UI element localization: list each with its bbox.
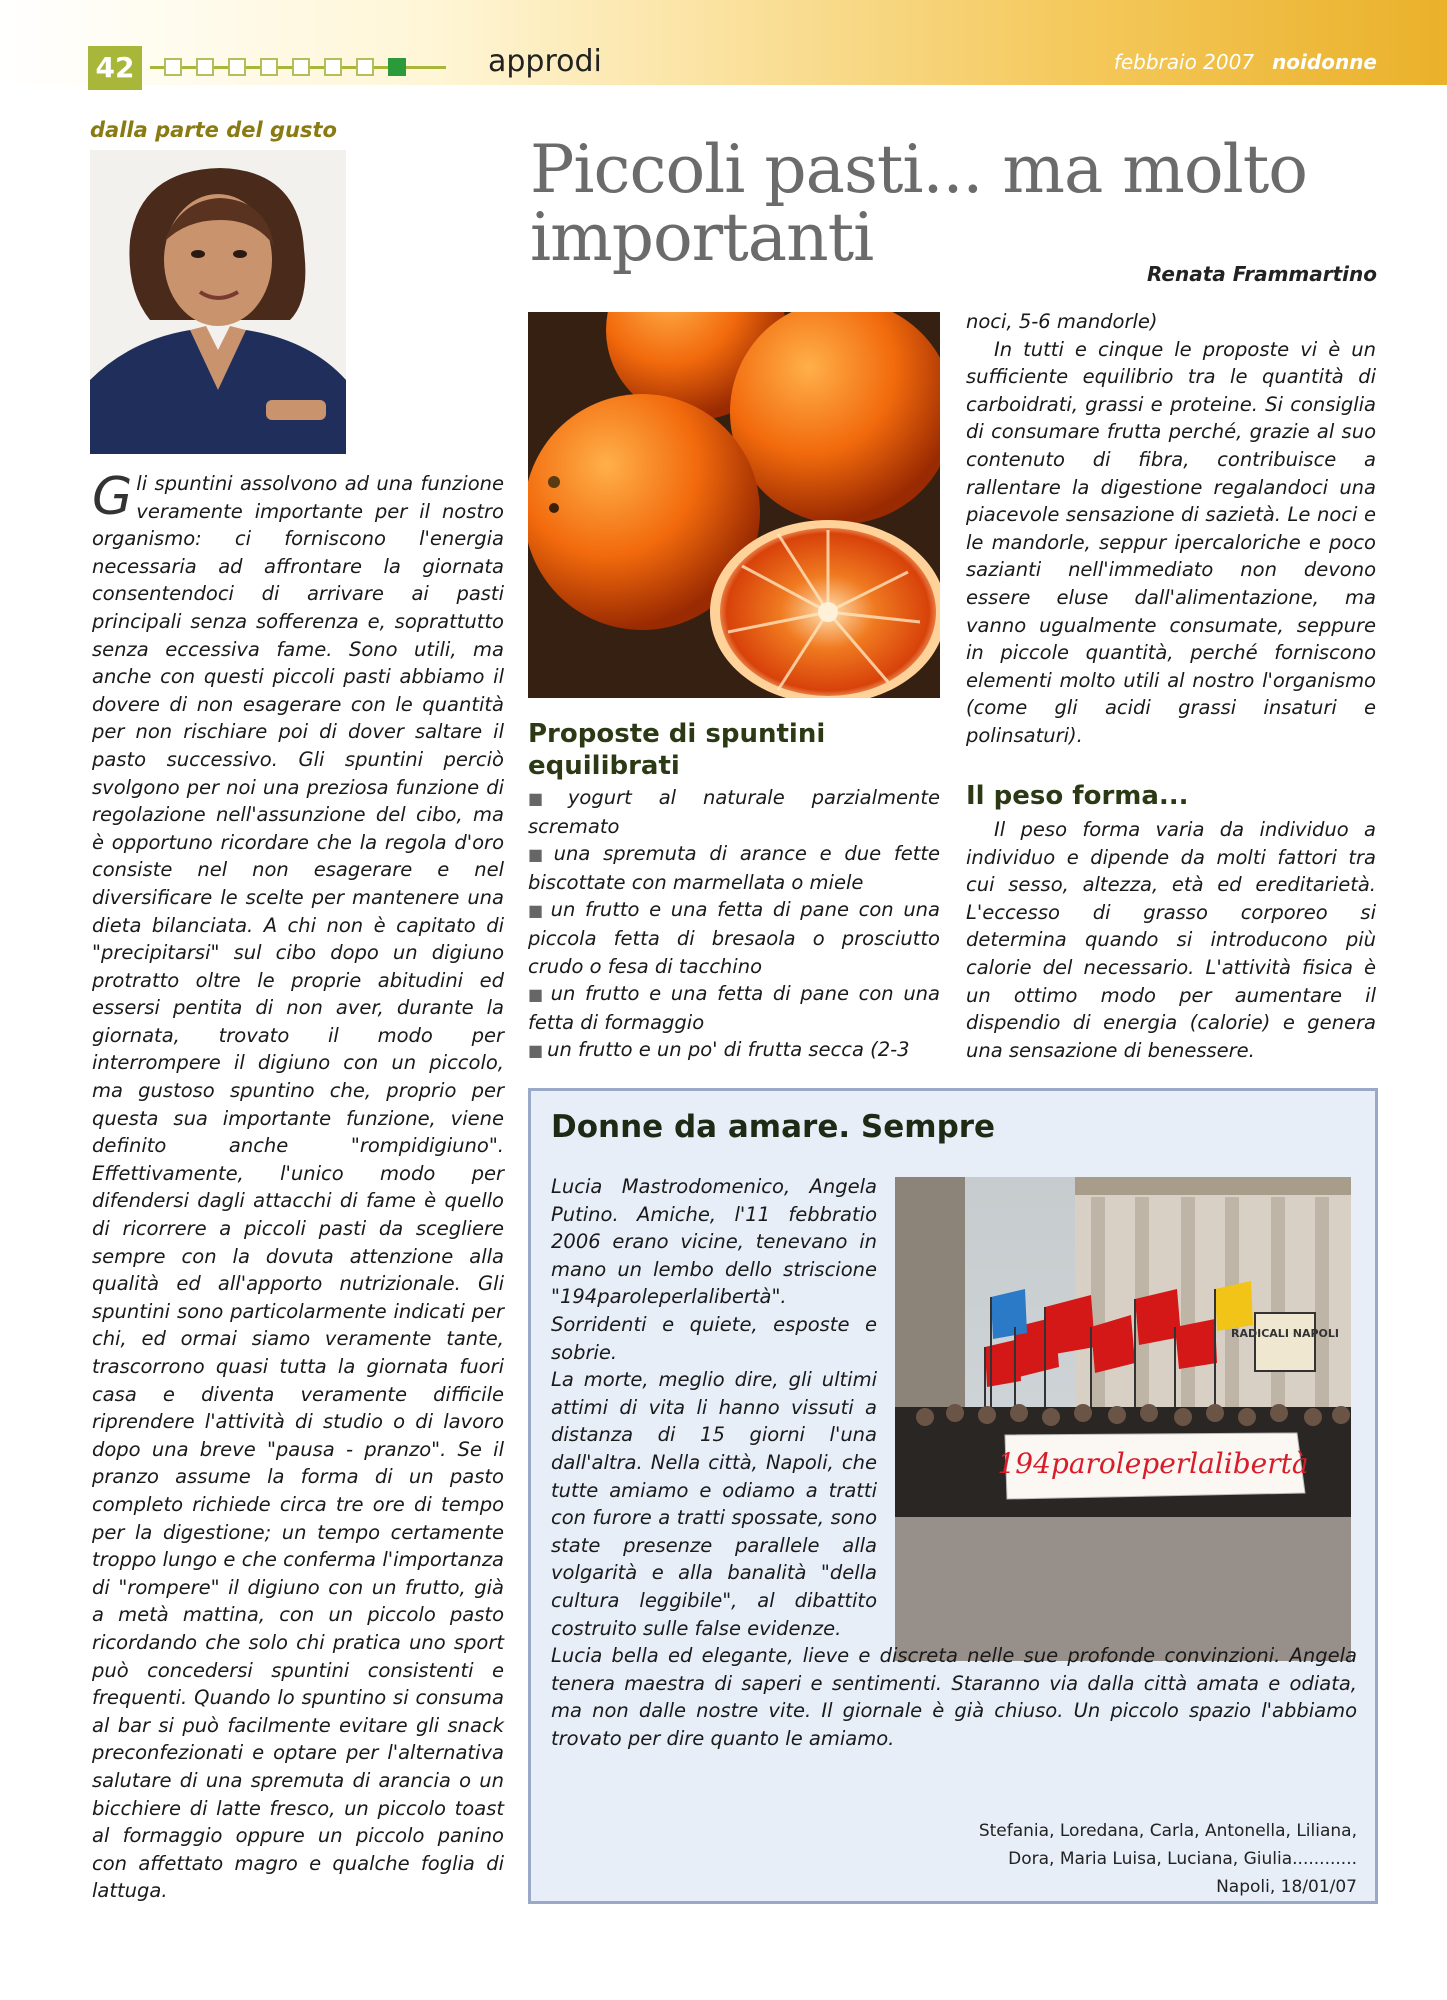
bullet-icon: ■ <box>528 789 564 808</box>
box-paragraph-3: Lucia bella ed elegante, lieve e discreta nelle sue profonde convinzioni. Angela tenera maestra di saperi e sentimenti. Staranno via dalla città amata e odiata, ma non dalle nostre vite. Il giornale è già chiuso. Un piccolo spazio l'abbiamo trovato per dire quanto le amiamo. <box>551 1644 1357 1750</box>
article-column-3 <box>966 308 1376 750</box>
article-body-text: li spuntini assolvono ad una funzione veramente importante per il nostro organismo: ci forniscono l'energia necessaria ad affrontare la giornata consentendoci di arrivare ai pasti principali senza sofferenza e, soprattutto senza eccessiva fame. Sono utili, ma anche con questi piccoli pasti abbiamo il dovere di non esagerare con le quantità per non rischiare poi di dover saltare il pasto successivo. Gli spuntini perciò svolgono per noi una preziosa funzione di regolazione nell'assunzione del cibo, ma è opportuno ricordare che la regola d'oro consiste nel non esagerare e nel diversificare le scelte per mantenere una dieta bilanciata. A chi non è capitato di "precipitarsi" sul cibo dopo un digiuno protratto oltre le proprie abitudini ed essersi pentita di non aver, durante la giornata, trovato il modo per interrompere il digiuno con un piccolo, ma gustoso spuntino che, proprio per questa sua importante funzione, viene definito anche "rompidigiuno". Effettivamente, l'unico modo per difendersi dagli attacchi di fame è quello di ricorrere a piccoli pasti da scegliere sempre con la dovuta attenzione alla qualità ed all'apporto nutrizionale. Gli spuntini sono particolarmente indicati per chi, ed ormai siamo veramente tante, trascorrono quasi tutta la giornata fuori casa e diventa veramente difficile riprendere l'attività di studio o di lavoro dopo una breve "pausa - pranzo". Se il pranzo assume la forma di un pasto completo richiede circa tre ore di tempo per la digestione; un tempo certamente troppo lungo e che conferma l'importanza di "rompere" il digiuno con un frutto, già a metà mattina, con un piccolo pasto ricordando che solo chi pratica uno sport può concedersi spuntini consistenti e frequenti. Quando lo spuntino si consuma al bar si può facilmente evitare gli snack preconfezionati e optare per l'alternativa salutare di una spremuta di arancia o un bicchiere di latte fresco, un piccolo toast al formaggio oppure un piccolo panino con affettato magro e qualche foglia di lattuga. <box>92 472 504 1903</box>
bullet-icon: ■ <box>528 845 550 865</box>
drop-cap: G <box>92 467 133 527</box>
tribute-box <box>528 1088 1378 1904</box>
box-paragraph-1: Lucia Mastrodomenico, Angela Putino. Amiche, l'11 febbratio 2006 erano vicine, tenevano in mano un lembo dello striscione "194paroleperlalibertà". Sorridenti e quiete, esposte e sobrie. <box>551 1175 877 1364</box>
box-title: Donne da amare. Sempre <box>551 1109 996 1145</box>
article-author: Renata Frammartino <box>1147 262 1377 286</box>
weight-heading: Il peso forma... <box>966 781 1189 811</box>
sign-text: RADICALI NAPOLI <box>1231 1327 1339 1340</box>
bullet-icon: ■ <box>528 901 547 921</box>
bullet-icon: ■ <box>528 985 547 1005</box>
list-item: ■ un frutto e una fetta di pane con una fetta di formaggio <box>528 982 940 1034</box>
bullet-icon: ■ <box>528 1041 544 1061</box>
signature-line-1: Stefania, Loredana, Carla, Antonella, Liliana, <box>978 1821 1357 1841</box>
weight-paragraph <box>966 816 1376 1064</box>
list-item: ■ una spremuta di arance e due fette biscottate con marmellata o miele <box>528 842 940 894</box>
magazine-name: noidonne <box>1272 50 1377 74</box>
list-item: ■ yogurt al naturale parzialmente scremato <box>528 786 940 838</box>
box-signature <box>757 1817 1357 1901</box>
page-number: 42 <box>88 46 142 90</box>
signature-place: Napoli, 18/01/07 <box>1216 1877 1357 1897</box>
box-paragraph-2: La morte, meglio dire, gli ultimi attimi di vita li hanno vissuti a distanza di 15 giorni l'una dall'altra. Nella città, Napoli, che tutte amiamo e odiamo a tratti con furore a tratti spossate, sono state presenze parallele alla volgarità e alla banalità "della cultura leggibile", al dibattito costruito sulle false evidenze. <box>551 1368 877 1640</box>
issue-info <box>1114 50 1377 74</box>
section-name: approdi <box>488 44 602 79</box>
column-lead: noci, 5-6 mandorle) <box>966 310 1158 333</box>
weight-text: Il peso forma varia da individuo a individuo e dipende da molti fattori tra cui sesso, altezza, età ed ereditarietà. L'eccesso di grasso corporeo si determina quando si introducono più calorie del necessario. L'attività fisica è un ottimo modo per aumentare il dispendio di energia (calorie) e genera una sensazione di benessere. <box>966 818 1376 1062</box>
article-column-1 <box>92 467 504 1905</box>
list-item: ■ un frutto e una fetta di pane con una piccola fetta di bresaola o prosciutto crudo o fesa di tacchino <box>528 898 940 978</box>
author-photo <box>90 150 346 454</box>
proposals-list <box>528 784 940 1065</box>
header-decoration <box>150 56 446 78</box>
article-title: Piccoli pasti... ma molto importanti <box>530 131 1307 276</box>
list-item: ■ un frutto e un po' di frutta secca (2-3 <box>528 1038 910 1062</box>
issue-date: febbraio 2007 <box>1113 50 1255 74</box>
signature-line-2: Dora, Maria Luisa, Luciana, Giulia............ <box>1008 1849 1357 1869</box>
banner-text: 194paroleperlalibertà <box>997 1447 1309 1480</box>
column-paragraph: In tutti e cinque le proposte vi è un sufficiente equilibrio tra le quantità di carboidrati, grassi e proteine. Si consiglia di consumare frutta perché, grazie al suo contenuto di fibra, contribuisce a rallentare la digestione regalandoci una piacevole sensazione di sazietà. Le noci e le mandorle, seppur ipercaloriche e poco sazianti nell'immediato non devono essere eluse dall'alimentazione, ma vanno ugualmente consumate, seppure in piccole quantità, perché forniscono elementi molto utili al nostro l'organismo (come gli acidi grassi insaturi e polinsaturi). <box>966 337 1376 747</box>
proposals-heading: Proposte di spuntini equilibrati <box>528 719 826 781</box>
rubric: dalla parte del gusto <box>90 118 337 142</box>
oranges-photo <box>528 312 940 698</box>
box-text <box>551 1173 1393 1752</box>
